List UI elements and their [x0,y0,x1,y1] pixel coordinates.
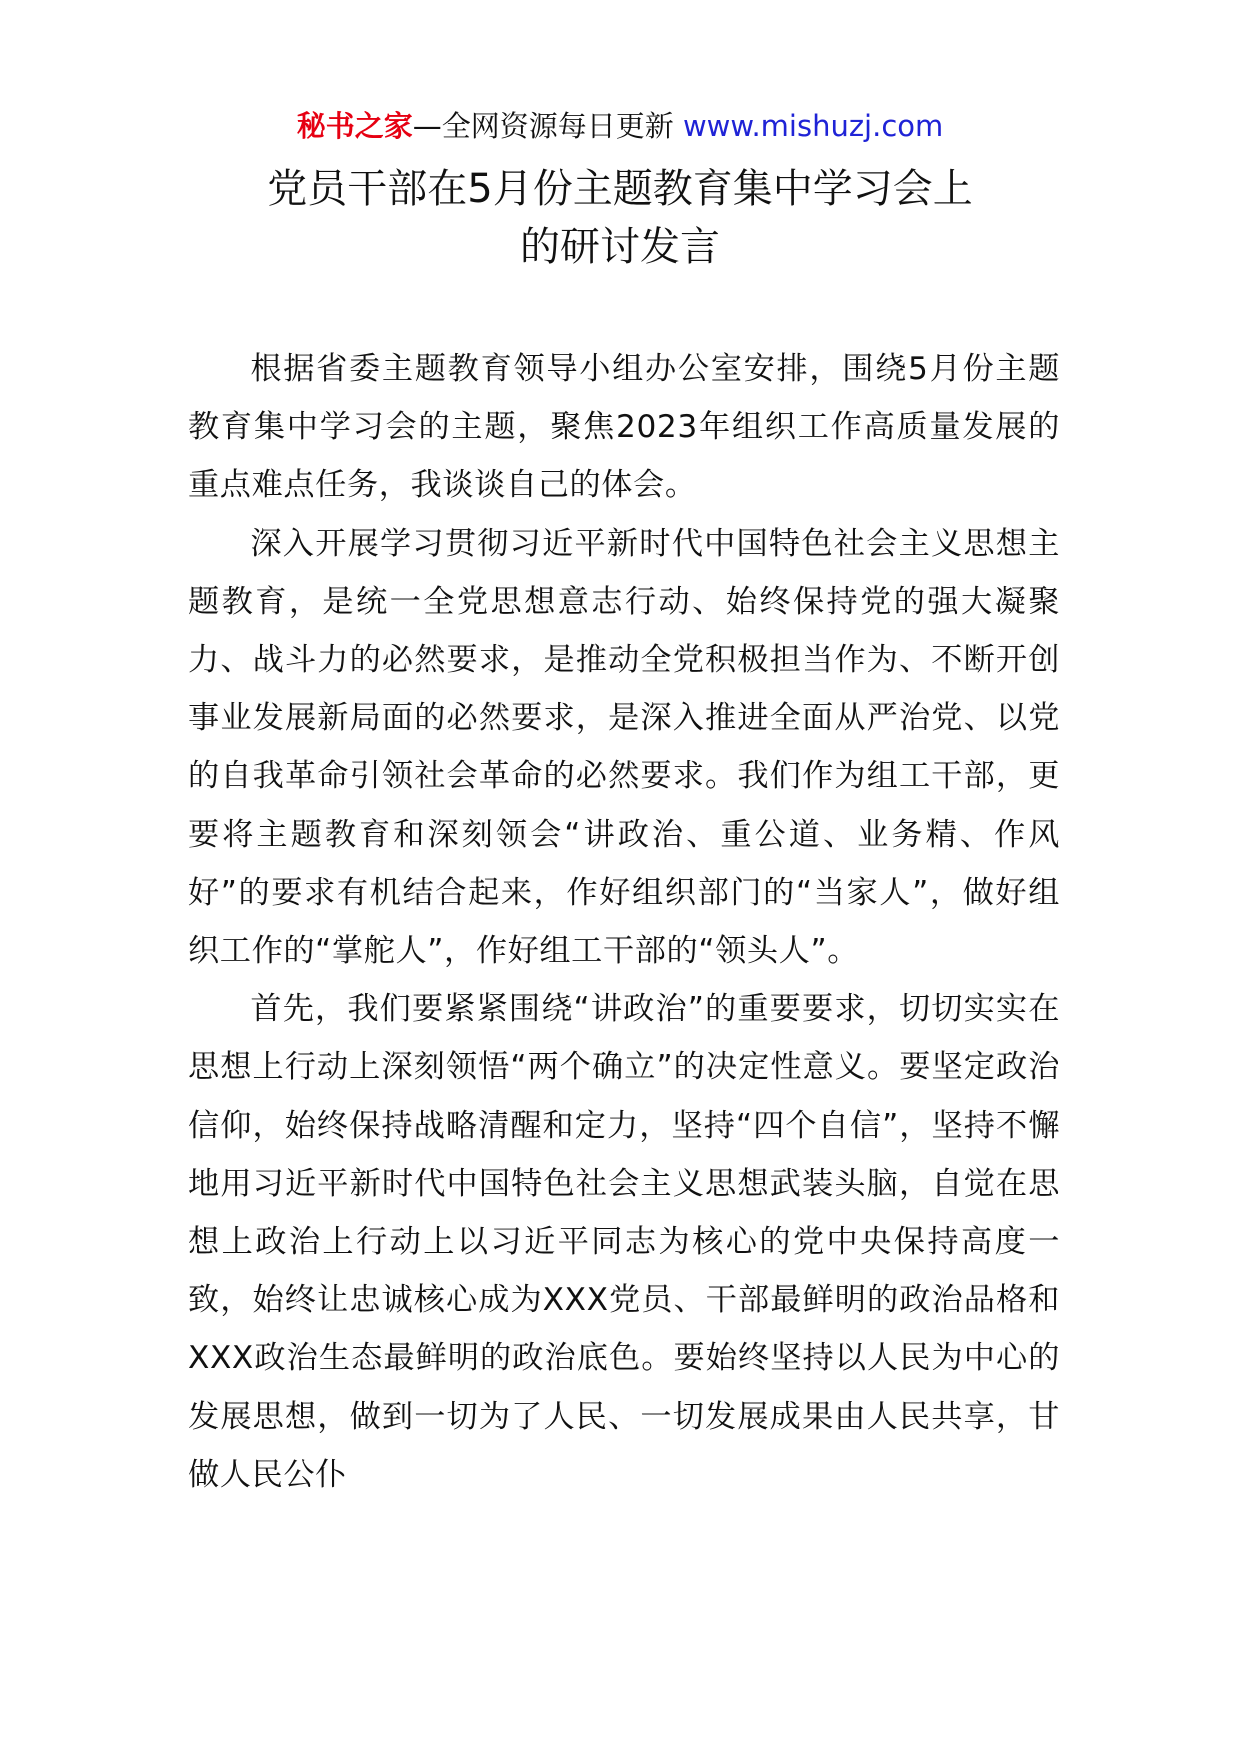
paragraph-intro: 根据省委主题教育领导小组办公室安排，围绕5月份主题教育集中学习会的主题，聚焦2023年组织工作高质量发展的重点难点任务，我谈谈自己的体会。 [188,351,1060,504]
header-tagline: —全网资源每日更新 [412,109,683,143]
paragraph-politics: 首先，我们要紧紧围绕“讲政治”的重要要求，切切实实在思想上行动上深刻领悟“两个确立”的决定性意义。要坚定政治信仰，始终保持战略清醒和定力，坚持“四个自信”，坚持不懈地用习近平新时代中国特色社会主义思想武装头脑，自觉在思想上政治上行动上以习近平同志为核心的党中央保持高度一致，始终让忠诚核心成为XXX党员、干部最鲜明的政治品格和XXX政治生态最鲜明的政治底色。要始终坚持以人民为中心的发展思想，做到一切为了人民、一切发展成果由人民共享，甘做人民公仆 [188,991,1060,1493]
document-title [150,160,1090,276]
paragraph-significance: 深入开展学习贯彻习近平新时代中国特色社会主义思想主题教育，是统一全党思想意志行动、始终保持党的强大凝聚力、战斗力的必然要求，是推动全党积极担当作为、不断开创事业发展新局面的必然要求，是深入推进全面从严治党、以党的自我革命引领社会革命的必然要求。我们作为组工干部，更要将主题教育和深刻领会“讲政治、重公道、业务精、作风好”的要求有机结合起来，作好组织部门的“当家人”，做好组织工作的“掌舵人”，作好组工干部的“领头人”。 [188,525,1060,970]
site-header [0,106,1240,146]
document-body [188,340,1060,1504]
title-line-2: 的研讨发言 [520,224,720,270]
brand-name: 秘书之家 [296,109,413,143]
site-url: www.mishuzj.com [682,109,944,143]
title-line-1: 党员干部在5月份主题教育集中学习会上 [267,166,973,212]
